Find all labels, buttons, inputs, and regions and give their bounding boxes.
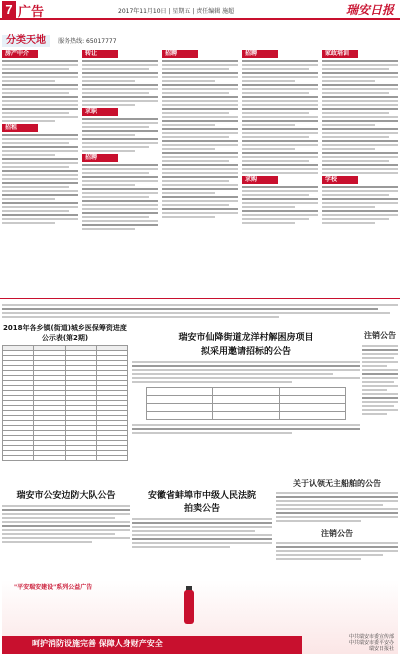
classifieds-title: 分类天地 [2,35,50,47]
notice-title-line1: 安徽省蚌埠市中级人民法院 [147,490,256,500]
ad-text [2,60,78,122]
notice-title: 瑞安市公安边防大队公告 [16,490,116,500]
ad-org-1: 中共瑞安市委宣传部 [348,634,394,640]
table-row [147,412,346,420]
border-police-notice [2,488,130,568]
medical-insurance-table-notice [2,323,128,483]
ad-text [242,60,318,174]
table-row [147,388,346,396]
notice-strip [2,302,398,320]
progress-table [2,345,128,461]
public-service-ad [2,580,398,654]
tender-table [146,387,346,420]
section-title: 广告 [18,4,45,19]
ad-organizations [302,634,394,652]
notice-body [132,361,360,383]
ad-text [2,134,78,224]
newspaper-logo: 瑞安日报 [345,3,394,17]
ad-text [82,118,158,152]
ad-org-2: 中共瑞安市委平安办 [348,640,394,646]
notice-title-line2: 拟采用邀请招标的公告 [200,346,291,356]
section-divider [0,298,400,299]
ad-series-label: "平安瑞安建设"系列公益广告 [14,584,93,591]
cancellation-notice-right [362,330,398,480]
ad-text [82,60,158,106]
issue-date: 2017年11月10日 | 星期五 | 责任编辑 施超 [118,8,235,15]
ad-text [322,60,398,174]
classifieds-section [0,22,400,294]
category-label: 家政培训 [322,50,358,58]
ad-org-3: 瑞安日报社 [368,646,394,652]
category-label: 转让 [82,50,118,58]
fire-extinguisher-icon [184,590,194,624]
classified-column-1 [2,48,78,288]
xianjiang-tender-notice [132,330,360,490]
ad-slogan: 呵护消防设施完善 保障人身财产安全 [32,639,163,648]
ship-notice-title: 关于认领无主船舶的公告 [293,479,381,488]
cancel-notice-body [276,542,398,560]
notice-title: 注销公告 [364,331,396,340]
court-auction-notice [132,488,272,568]
category-label: 房产中介 [2,50,38,58]
category-label: 学校 [322,176,358,184]
ship-notice-body [276,492,398,522]
category-label: 招租 [2,124,38,132]
table-row [3,456,128,461]
table-row [147,396,346,404]
classified-column-2 [82,48,158,288]
ad-text [322,186,398,224]
category-label: 招聘 [242,50,278,58]
ad-text [162,60,238,218]
ad-text [242,186,318,224]
table-row [147,404,346,412]
notice-body [362,345,398,415]
category-label: 求职 [82,108,118,116]
notice-footer [132,424,360,434]
table-title: 2018年各乡镇(街道)城乡医保筹资进度公示表(第2期) [3,324,127,342]
classified-column-3 [162,48,238,288]
category-label: 招聘 [162,50,198,58]
page-header [0,0,400,20]
notice-body [2,505,130,543]
classifieds-banner [2,28,162,46]
notice-body [132,518,272,548]
cancel-notice-title: 注销公告 [321,529,353,538]
classifieds-phone: 服务热线: 65017777 [58,38,117,45]
classified-column-5 [322,48,398,288]
ad-text [82,164,158,230]
classified-column-4 [242,48,318,288]
notice-title-line2: 拍卖公告 [183,503,220,513]
category-label: 招聘 [82,154,118,162]
page-number: 7 [2,1,16,18]
category-label: 求购 [242,176,278,184]
notice-title-line1: 瑞安市仙降街道龙洋村解困房项目 [178,332,314,342]
